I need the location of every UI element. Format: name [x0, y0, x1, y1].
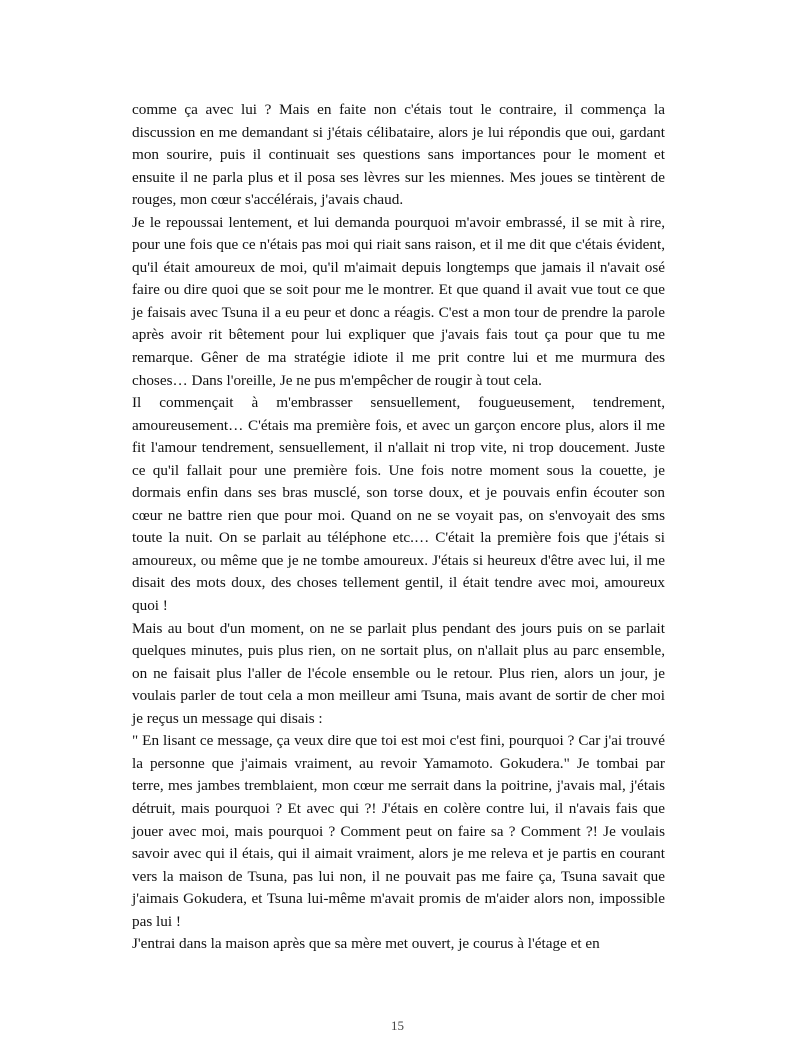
paragraph-5: " En lisant ce message, ça veux dire que toi est moi c'est fini, pourquoi ? Car j'ai trouvé la personne que j'aimais vraiment, au revoir Yamamoto. Gokudera." Je tombai par terre, mes jambes tremblaient, mon cœur me serrait dans la poitrine, j'avais mal, j'étais détruit, mais pourquoi ? Et avec qui ?! J'étais en colère contre lui, il n'avais fais que jouer avec moi, mais pourquoi ? Comment peut on faire sa ? Comment ?! Je voulais savoir avec qui il étais, qui il aimait vraiment, alors je me releva et je partis en courant vers la maison de Tsuna, pas lui non, il ne pouvait pas me faire ça, Tsuna savait que j'aimais Gokudera, et Tsuna lui-même m'avait promis de m'aider alors non, impossible pas lui !	[132, 732, 665, 930]
paragraph-2: Je le repoussai lentement, et lui demanda pourquoi m'avoir embrassé, il se mit à rire, pour une fois que ce n'étais pas moi qui riait sans raison, et il me dit que c'étais évident, qu'il était amoureux de moi, qu'il m'aimait depuis longtemps que jamais il n'avait osé faire ou dire quoi que se soit pour me le montrer. Et que quand il avait vue tout ce que je faisais avec Tsuna il a eu peur et donc a réagis. C'est a mon tour de prendre la parole après avoir rit bêtement pour lui expliquer que j'avais fais tout ça pour que tu me remarque. Gêner de ma stratégie idiote il me prit contre lui et me murmura des choses… Dans l'oreille, Je ne pus m'empêcher de rougir à tout cela.	[132, 213, 665, 389]
paragraph-6: J'entrai dans la maison après que sa mère met ouvert, je courus à l'étage et en	[132, 935, 600, 953]
paragraph-4: Mais au bout d'un moment, on ne se parlait plus pendant des jours puis on se parlait quelques minutes, puis plus rien, on ne sortait plus, on n'allait plus au parc ensemble, on ne faisait plus l'aller de l'école ensemble ou le retour. Plus rien, alors un jour, je voulais parler de tout cela a mon meilleur ami Tsuna, mais avant de sortir de cher moi je reçus un message qui disais :	[132, 619, 665, 727]
paragraph-3: Il commençait à m'embrasser sensuellement, fougueusement, tendrement, amoureusement… C'étais ma première fois, et avec un garçon encore plus, alors il me fit l'amour tendrement, sensuellement, il n'allait ni trop vite, ni trop doucement. Juste ce qu'il fallait pour une première fois. Une fois notre moment sous la couette, je dormais enfin dans ses bras musclé, son torse doux, et je pouvais enfin écouter son cœur ne battre rien que pour moi. Quand on ne se voyait pas, on s'envoyait des sms toute la nuit. On se parlait au téléphone etc.… C'était la première fois que j'étais si amoureux, ou même que je ne tombe amoureux. J'étais si heureux d'être avec lui, il me disait des mots doux, des choses tellement gentil, il était tendre avec moi, amoureux quoi !	[132, 394, 665, 615]
paragraph-1: comme ça avec lui ? Mais en faite non c'étais tout le contraire, il commença la discussion en me demandant si j'étais célibataire, alors je lui répondis que oui, gardant mon sourire, puis il continuait ses questions sans importances pour le moment et ensuite il ne parla plus et il posa ses lèvres sur les miennes. Mes joues se tintèrent de rouges, mon cœur s'accélérais, j'avais chaud.	[132, 101, 665, 209]
page-number: 15	[391, 1018, 404, 1033]
body-text	[132, 99, 665, 956]
